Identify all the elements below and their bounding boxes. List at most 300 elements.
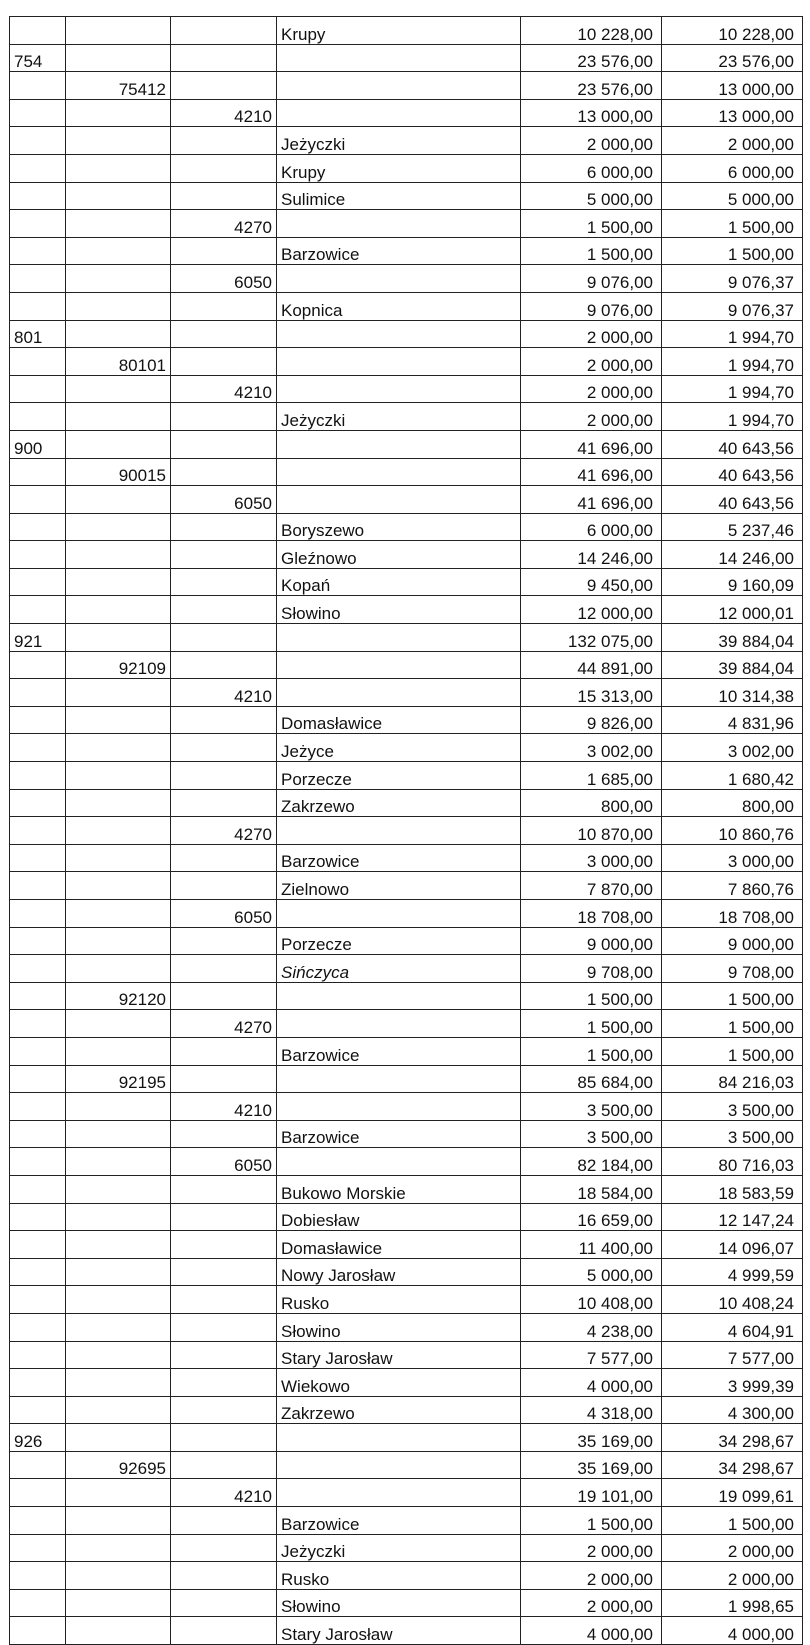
dzial-cell [10,1589,66,1617]
place-name-cell [277,679,521,707]
rozdzial-cell [66,1396,171,1424]
execution-amount-cell: 14 246,00 [662,541,803,569]
dzial-cell [10,1451,66,1479]
rozdzial-cell [66,1258,171,1286]
rozdzial-cell [66,1286,171,1314]
execution-amount-cell: 1 500,00 [662,237,803,265]
place-name-cell: Porzecze [277,762,521,790]
dzial-cell [10,1203,66,1231]
paragraf-cell [171,1341,277,1369]
plan-amount-cell: 1 685,00 [521,762,662,790]
dzial-cell [10,1258,66,1286]
table-row [10,458,803,486]
plan-amount-cell: 3 500,00 [521,1093,662,1121]
rozdzial-cell [66,1203,171,1231]
paragraf-cell [171,1424,277,1452]
place-name-cell: Wiekowo [277,1369,521,1397]
place-name-cell [277,1424,521,1452]
place-name-cell: Barzowice [277,1507,521,1535]
rozdzial-cell [66,210,171,238]
rozdzial-cell [66,679,171,707]
table-row [10,1258,803,1286]
rozdzial-cell [66,1617,171,1645]
table-row [10,1479,803,1507]
plan-amount-cell: 2 000,00 [521,1534,662,1562]
execution-amount-cell: 1 500,00 [662,1507,803,1535]
dzial-cell: 801 [10,320,66,348]
plan-amount-cell: 23 576,00 [521,44,662,72]
table-row [10,513,803,541]
paragraf-cell [171,1589,277,1617]
table-row [10,734,803,762]
table-row [10,182,803,210]
dzial-cell [10,1369,66,1397]
plan-amount-cell: 10 408,00 [521,1286,662,1314]
place-name-cell: Jeżyczki [277,1534,521,1562]
rozdzial-cell [66,237,171,265]
paragraf-cell [171,1258,277,1286]
rozdzial-cell [66,1369,171,1397]
dzial-cell [10,900,66,928]
paragraf-cell: 4210 [171,375,277,403]
table-row [10,1451,803,1479]
table-row [10,17,803,45]
rozdzial-cell: 92109 [66,651,171,679]
plan-amount-cell: 9 076,00 [521,292,662,320]
execution-amount-cell: 9 708,00 [662,955,803,983]
dzial-cell [10,348,66,376]
dzial-cell [10,17,66,45]
dzial-cell [10,541,66,569]
place-name-cell [277,1479,521,1507]
dzial-cell [10,1534,66,1562]
paragraf-cell [171,1562,277,1590]
execution-amount-cell: 1 680,42 [662,762,803,790]
paragraf-cell [171,403,277,431]
plan-amount-cell: 12 000,00 [521,596,662,624]
execution-amount-cell: 5 237,46 [662,513,803,541]
rozdzial-cell [66,99,171,127]
paragraf-cell [171,789,277,817]
place-name-cell [277,375,521,403]
rozdzial-cell [66,375,171,403]
execution-amount-cell: 1 500,00 [662,1037,803,1065]
place-name-cell: Jeżyczki [277,127,521,155]
rozdzial-cell [66,127,171,155]
place-name-cell [277,982,521,1010]
execution-amount-cell: 4 999,59 [662,1258,803,1286]
place-name-cell: Zielnowo [277,872,521,900]
paragraf-cell [171,1175,277,1203]
plan-amount-cell: 18 584,00 [521,1175,662,1203]
dzial-cell [10,679,66,707]
execution-amount-cell: 13 000,00 [662,72,803,100]
rozdzial-cell [66,1424,171,1452]
execution-amount-cell: 34 298,67 [662,1451,803,1479]
paragraf-cell [171,596,277,624]
paragraf-cell: 4210 [171,99,277,127]
plan-amount-cell: 85 684,00 [521,1065,662,1093]
execution-amount-cell: 40 643,56 [662,430,803,458]
execution-amount-cell: 2 000,00 [662,127,803,155]
plan-amount-cell: 7 577,00 [521,1341,662,1369]
execution-amount-cell: 40 643,56 [662,486,803,514]
paragraf-cell: 4210 [171,679,277,707]
paragraf-cell [171,762,277,790]
execution-amount-cell: 39 884,04 [662,651,803,679]
table-row [10,817,803,845]
dzial-cell [10,844,66,872]
dzial-cell [10,1010,66,1038]
place-name-cell: Sulimice [277,182,521,210]
rozdzial-cell [66,1093,171,1121]
rozdzial-cell: 92120 [66,982,171,1010]
plan-amount-cell: 10 228,00 [521,17,662,45]
place-name-cell: Słowino [277,1589,521,1617]
rozdzial-cell: 92695 [66,1451,171,1479]
place-name-cell: Bukowo Morskie [277,1175,521,1203]
dzial-cell [10,1562,66,1590]
paragraf-cell [171,292,277,320]
plan-amount-cell: 9 708,00 [521,955,662,983]
place-name-cell: Kopań [277,568,521,596]
place-name-cell: Krupy [277,154,521,182]
place-name-cell [277,99,521,127]
execution-amount-cell: 4 000,00 [662,1617,803,1645]
table-row [10,403,803,431]
paragraf-cell [171,17,277,45]
table-row [10,320,803,348]
place-name-cell [277,72,521,100]
place-name-cell: Zakrzewo [277,1396,521,1424]
execution-amount-cell: 1 994,70 [662,348,803,376]
rozdzial-cell [66,44,171,72]
table-row [10,1203,803,1231]
place-name-cell: Nowy Jarosław [277,1258,521,1286]
execution-amount-cell: 2 000,00 [662,1534,803,1562]
dzial-cell [10,210,66,238]
place-name-cell: Rusko [277,1286,521,1314]
rozdzial-cell [66,900,171,928]
plan-amount-cell: 3 500,00 [521,1120,662,1148]
dzial-cell [10,1231,66,1259]
table-row [10,1148,803,1176]
plan-amount-cell: 5 000,00 [521,1258,662,1286]
paragraf-cell [171,513,277,541]
budget-table [9,16,803,1645]
table-row [10,1617,803,1645]
paragraf-cell [171,872,277,900]
table-row [10,375,803,403]
table-row [10,292,803,320]
execution-amount-cell: 10 408,24 [662,1286,803,1314]
execution-amount-cell: 1 500,00 [662,982,803,1010]
place-name-cell [277,458,521,486]
paragraf-cell [171,568,277,596]
table-row [10,430,803,458]
paragraf-cell [171,237,277,265]
plan-amount-cell: 2 000,00 [521,127,662,155]
table-row [10,1369,803,1397]
rozdzial-cell [66,430,171,458]
dzial-cell [10,1286,66,1314]
paragraf-cell [171,1534,277,1562]
plan-amount-cell: 1 500,00 [521,1507,662,1535]
paragraf-cell: 4270 [171,817,277,845]
table-row [10,1065,803,1093]
paragraf-cell: 4270 [171,210,277,238]
execution-amount-cell: 5 000,00 [662,182,803,210]
table-row [10,955,803,983]
dzial-cell [10,72,66,100]
execution-amount-cell: 84 216,03 [662,1065,803,1093]
plan-amount-cell: 10 870,00 [521,817,662,845]
dzial-cell [10,265,66,293]
place-name-cell [277,1093,521,1121]
paragraf-cell [171,706,277,734]
dzial-cell [10,789,66,817]
plan-amount-cell: 82 184,00 [521,1148,662,1176]
paragraf-cell [171,1286,277,1314]
rozdzial-cell [66,1589,171,1617]
plan-amount-cell: 2 000,00 [521,1562,662,1590]
dzial-cell [10,237,66,265]
table-row [10,789,803,817]
rozdzial-cell [66,1341,171,1369]
dzial-cell [10,734,66,762]
place-name-cell [277,486,521,514]
place-name-cell [277,900,521,928]
paragraf-cell [171,1369,277,1397]
table-row [10,762,803,790]
rozdzial-cell: 75412 [66,72,171,100]
execution-amount-cell: 6 000,00 [662,154,803,182]
dzial-cell: 900 [10,430,66,458]
execution-amount-cell: 3 999,39 [662,1369,803,1397]
place-name-cell: Jeżyczki [277,403,521,431]
dzial-cell [10,955,66,983]
table-row [10,844,803,872]
plan-amount-cell: 5 000,00 [521,182,662,210]
rozdzial-cell [66,955,171,983]
paragraf-cell: 4210 [171,1093,277,1121]
rozdzial-cell [66,265,171,293]
dzial-cell [10,99,66,127]
execution-amount-cell: 3 500,00 [662,1120,803,1148]
plan-amount-cell: 14 246,00 [521,541,662,569]
place-name-cell: Słowino [277,596,521,624]
rozdzial-cell [66,541,171,569]
dzial-cell [10,568,66,596]
table-row [10,651,803,679]
place-name-cell: Barzowice [277,1120,521,1148]
place-name-cell: Słowino [277,1313,521,1341]
table-row [10,1037,803,1065]
plan-amount-cell: 4 000,00 [521,1369,662,1397]
execution-amount-cell: 10 860,76 [662,817,803,845]
table-row [10,1231,803,1259]
dzial-cell [10,182,66,210]
table-row [10,927,803,955]
rozdzial-cell [66,872,171,900]
budget-table-body [10,17,803,1645]
paragraf-cell [171,458,277,486]
plan-amount-cell: 132 075,00 [521,624,662,652]
place-name-cell [277,265,521,293]
table-row [10,900,803,928]
paragraf-cell: 6050 [171,265,277,293]
execution-amount-cell: 1 994,70 [662,375,803,403]
execution-amount-cell: 12 147,24 [662,1203,803,1231]
paragraf-cell [171,927,277,955]
plan-amount-cell: 2 000,00 [521,375,662,403]
execution-amount-cell: 14 096,07 [662,1231,803,1259]
rozdzial-cell [66,320,171,348]
dzial-cell [10,375,66,403]
place-name-cell [277,624,521,652]
rozdzial-cell [66,706,171,734]
rozdzial-cell [66,1231,171,1259]
execution-amount-cell: 2 000,00 [662,1562,803,1590]
paragraf-cell: 6050 [171,1148,277,1176]
dzial-cell [10,154,66,182]
execution-amount-cell: 1 500,00 [662,210,803,238]
execution-amount-cell: 3 500,00 [662,1093,803,1121]
plan-amount-cell: 11 400,00 [521,1231,662,1259]
plan-amount-cell: 9 826,00 [521,706,662,734]
table-row [10,1010,803,1038]
plan-amount-cell: 23 576,00 [521,72,662,100]
paragraf-cell [171,127,277,155]
execution-amount-cell: 1 998,65 [662,1589,803,1617]
execution-amount-cell: 3 002,00 [662,734,803,762]
paragraf-cell [171,1203,277,1231]
execution-amount-cell: 19 099,61 [662,1479,803,1507]
table-row [10,72,803,100]
dzial-cell: 921 [10,624,66,652]
place-name-cell [277,1010,521,1038]
dzial-cell [10,1507,66,1535]
plan-amount-cell: 1 500,00 [521,1037,662,1065]
plan-amount-cell: 2 000,00 [521,348,662,376]
plan-amount-cell: 4 238,00 [521,1313,662,1341]
rozdzial-cell [66,17,171,45]
paragraf-cell [171,651,277,679]
place-name-cell [277,1451,521,1479]
execution-amount-cell: 7 577,00 [662,1341,803,1369]
paragraf-cell [171,1065,277,1093]
paragraf-cell [171,982,277,1010]
paragraf-cell [171,844,277,872]
rozdzial-cell [66,1175,171,1203]
rozdzial-cell [66,1120,171,1148]
plan-amount-cell: 9 076,00 [521,265,662,293]
execution-amount-cell: 1 500,00 [662,1010,803,1038]
table-row [10,1424,803,1452]
rozdzial-cell [66,734,171,762]
dzial-cell [10,1175,66,1203]
plan-amount-cell: 7 870,00 [521,872,662,900]
rozdzial-cell: 92195 [66,1065,171,1093]
rozdzial-cell [66,513,171,541]
table-row [10,1286,803,1314]
execution-amount-cell: 4 831,96 [662,706,803,734]
rozdzial-cell [66,789,171,817]
table-row [10,1589,803,1617]
plan-amount-cell: 9 450,00 [521,568,662,596]
execution-amount-cell: 4 604,91 [662,1313,803,1341]
place-name-cell [277,817,521,845]
rozdzial-cell [66,1148,171,1176]
plan-amount-cell: 4 000,00 [521,1617,662,1645]
table-row [10,348,803,376]
dzial-cell [10,1617,66,1645]
execution-amount-cell: 40 643,56 [662,458,803,486]
rozdzial-cell [66,1562,171,1590]
dzial-cell [10,1120,66,1148]
rozdzial-cell [66,182,171,210]
dzial-cell [10,1065,66,1093]
execution-amount-cell: 12 000,01 [662,596,803,624]
paragraf-cell [171,1451,277,1479]
table-row [10,982,803,1010]
rozdzial-cell [66,1037,171,1065]
rozdzial-cell [66,154,171,182]
execution-amount-cell: 18 583,59 [662,1175,803,1203]
table-row [10,596,803,624]
plan-amount-cell: 4 318,00 [521,1396,662,1424]
execution-amount-cell: 80 716,03 [662,1148,803,1176]
place-name-cell [277,348,521,376]
place-name-cell: Barzowice [277,844,521,872]
table-row [10,679,803,707]
paragraf-cell [171,955,277,983]
dzial-cell [10,292,66,320]
place-name-cell: Domasławice [277,1231,521,1259]
paragraf-cell [171,430,277,458]
paragraf-cell: 4210 [171,1479,277,1507]
plan-amount-cell: 18 708,00 [521,900,662,928]
rozdzial-cell [66,762,171,790]
plan-amount-cell: 800,00 [521,789,662,817]
table-row [10,486,803,514]
dzial-cell: 754 [10,44,66,72]
place-name-cell: Dobiesław [277,1203,521,1231]
place-name-cell: Domasławice [277,706,521,734]
table-row [10,706,803,734]
paragraf-cell: 6050 [171,486,277,514]
rozdzial-cell [66,624,171,652]
table-row [10,127,803,155]
plan-amount-cell: 1 500,00 [521,210,662,238]
place-name-cell [277,1148,521,1176]
dzial-cell [10,817,66,845]
plan-amount-cell: 41 696,00 [521,458,662,486]
table-row [10,1120,803,1148]
table-row [10,1093,803,1121]
rozdzial-cell [66,1534,171,1562]
paragraf-cell [171,1120,277,1148]
execution-amount-cell: 13 000,00 [662,99,803,127]
place-name-cell: Krupy [277,17,521,45]
place-name-cell: Zakrzewo [277,789,521,817]
dzial-cell [10,1037,66,1065]
place-name-cell [277,1065,521,1093]
table-row [10,1507,803,1535]
place-name-cell [277,651,521,679]
place-name-cell: Barzowice [277,237,521,265]
dzial-cell [10,872,66,900]
